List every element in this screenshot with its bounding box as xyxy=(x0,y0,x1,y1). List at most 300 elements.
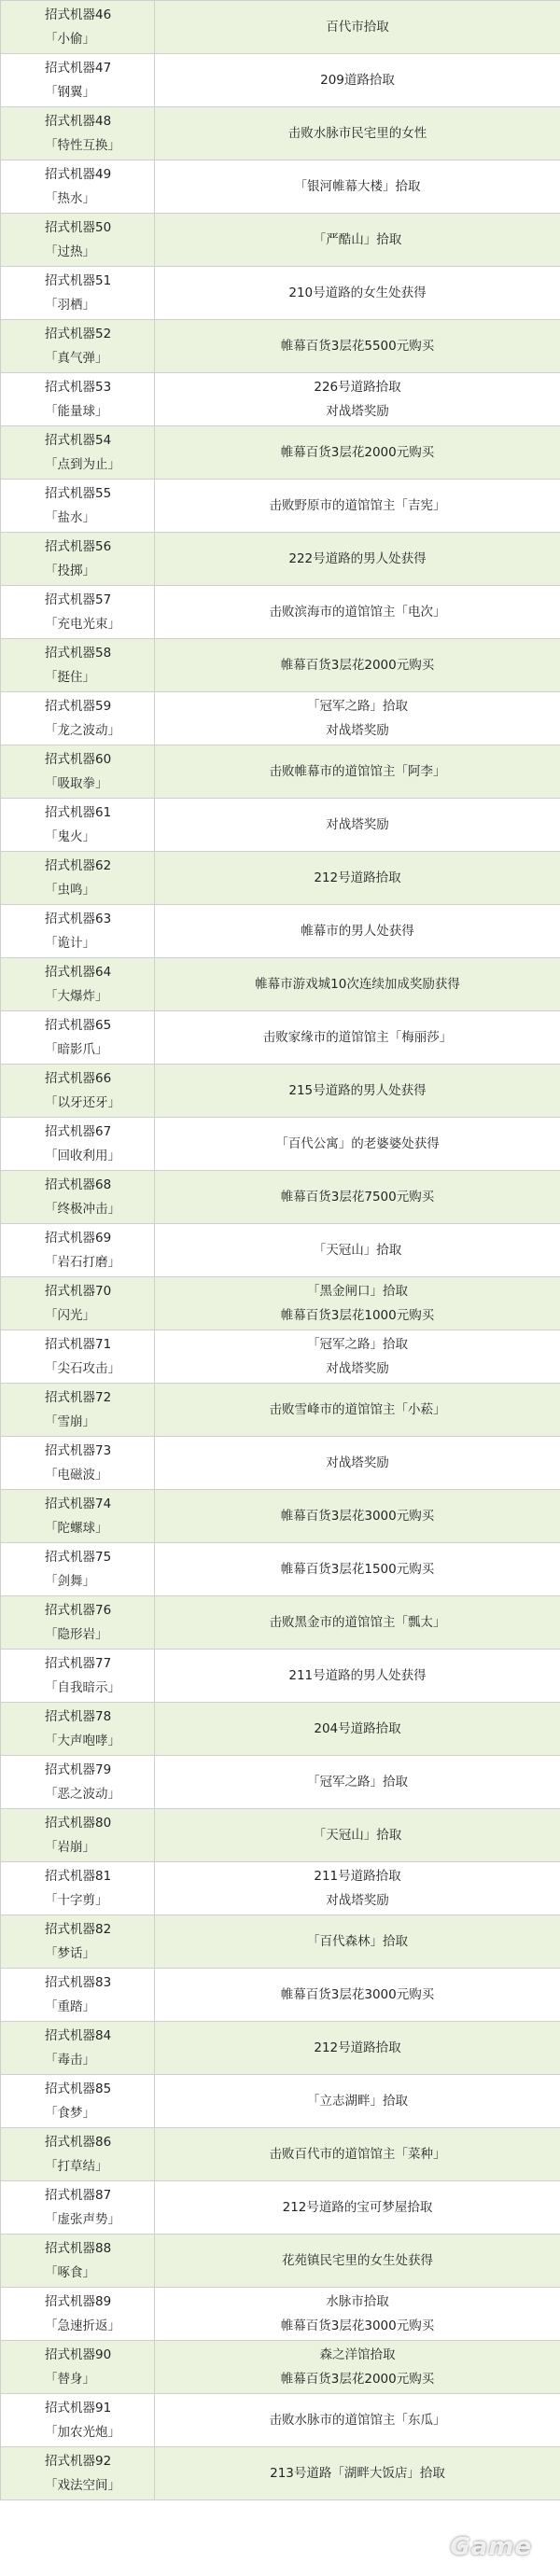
tm-cell xyxy=(1,1224,155,1277)
tm-cell xyxy=(1,1862,155,1915)
acquisition-line: 204号道路拾取 xyxy=(314,1721,401,1736)
acquisition-line: 215号道路的男人处获得 xyxy=(288,1083,427,1098)
move-name: 「虚张声势」 xyxy=(45,2212,120,2227)
acquisition-cell xyxy=(155,1330,560,1384)
move-name: 「食梦」 xyxy=(45,2106,95,2121)
tm-cell xyxy=(1,533,155,586)
table-row xyxy=(1,214,560,267)
acquisition-line: 水脉市拾取 xyxy=(326,2294,389,2309)
acquisition-cell xyxy=(155,1,560,54)
tm-number: 招式机器85 xyxy=(45,2082,112,2096)
acquisition-line: 帷幕百货3层花3000元购买 xyxy=(280,1509,435,1524)
table-row xyxy=(1,1703,560,1756)
acquisition-method xyxy=(155,15,560,39)
move-name: 「挺住」 xyxy=(45,670,95,685)
tm-cell xyxy=(1,214,155,267)
acquisition-line: 222号道路的男人处获得 xyxy=(288,551,427,566)
move-name: 「过热」 xyxy=(45,244,95,259)
tm-cell xyxy=(1,2341,155,2394)
acquisition-line: 「天冠山」拾取 xyxy=(313,1243,402,1258)
acquisition-cell xyxy=(155,320,560,373)
tm-number: 招式机器65 xyxy=(45,1018,112,1033)
acquisition-cell xyxy=(155,54,560,107)
table-row xyxy=(1,2181,560,2235)
acquisition-line: 花苑镇民宅里的女生处获得 xyxy=(282,2253,433,2268)
acquisition-line: 击败黑金市的道馆馆主「瓢太」 xyxy=(269,1615,446,1630)
table-row xyxy=(1,2394,560,2447)
move-name: 「真气弹」 xyxy=(45,351,108,366)
move-name: 「回收利用」 xyxy=(45,1149,120,1163)
acquisition-cell xyxy=(155,1384,560,1437)
move-name: 「电磁波」 xyxy=(45,1468,108,1483)
acquisition-cell xyxy=(155,639,560,692)
acquisition-line: 帷幕百货3层花1000元购买 xyxy=(280,1308,435,1323)
acquisition-line: 211号道路拾取 xyxy=(314,1869,401,1884)
acquisition-line: 森之洋馆拾取 xyxy=(319,2347,396,2362)
tm-number: 招式机器90 xyxy=(45,2347,112,2362)
tm-number: 招式机器66 xyxy=(45,1071,112,1086)
table-row xyxy=(1,745,560,799)
tm-number: 招式机器54 xyxy=(45,433,112,448)
acquisition-method xyxy=(155,1332,560,1381)
acquisition-cell xyxy=(155,2128,560,2181)
move-name: 「投掷」 xyxy=(45,564,95,578)
acquisition-method xyxy=(155,2089,560,2113)
acquisition-cell xyxy=(155,1277,560,1330)
acquisition-cell xyxy=(155,1437,560,1490)
tm-number: 招式机器53 xyxy=(45,380,112,395)
acquisition-line: 213号道路「湖畔大饭店」拾取 xyxy=(270,2466,445,2481)
acquisition-method xyxy=(155,1025,560,1050)
tm-number: 招式机器87 xyxy=(45,2188,112,2203)
tm-cell xyxy=(1,267,155,320)
acquisition-line: 「百代公寓」的老婆婆处获得 xyxy=(275,1136,440,1151)
acquisition-line: 对战塔奖励 xyxy=(326,1893,389,1908)
acquisition-line: 「百代森林」拾取 xyxy=(307,1934,408,1949)
acquisition-cell xyxy=(155,267,560,320)
tm-number: 招式机器88 xyxy=(45,2241,112,2256)
tm-cell xyxy=(1,586,155,639)
acquisition-method xyxy=(155,1079,560,1103)
table-row xyxy=(1,2447,560,2500)
table-row xyxy=(1,1596,560,1650)
tm-number: 招式机器79 xyxy=(45,1762,112,1777)
acquisition-cell xyxy=(155,1703,560,1756)
move-name: 「恶之波动」 xyxy=(45,1787,120,1802)
tm-cell xyxy=(1,1277,155,1330)
table-row xyxy=(1,1171,560,1224)
tm-cell xyxy=(1,2288,155,2341)
acquisition-method xyxy=(155,1770,560,1794)
move-name: 「点到为止」 xyxy=(45,457,120,472)
move-name: 「梦话」 xyxy=(45,1946,95,1961)
tm-number: 招式机器76 xyxy=(45,1603,112,1618)
acquisition-line: 击败野原市的道馆馆主「吉宪」 xyxy=(269,498,446,513)
acquisition-cell xyxy=(155,1118,560,1171)
tm-cell xyxy=(1,2128,155,2181)
tm-cell xyxy=(1,1171,155,1224)
acquisition-cell xyxy=(155,1543,560,1596)
acquisition-line: 「冠军之路」拾取 xyxy=(307,699,408,714)
tm-number: 招式机器92 xyxy=(45,2454,112,2469)
table-row xyxy=(1,2022,560,2075)
acquisition-method xyxy=(155,2290,560,2338)
acquisition-method xyxy=(155,1504,560,1528)
acquisition-cell xyxy=(155,1756,560,1809)
table-row xyxy=(1,1862,560,1915)
tm-number: 招式机器73 xyxy=(45,1443,112,1458)
move-name: 「能量球」 xyxy=(45,404,108,419)
tm-number: 招式机器49 xyxy=(45,167,112,182)
tm-cell xyxy=(1,852,155,905)
acquisition-method xyxy=(155,866,560,890)
move-name: 「毒击」 xyxy=(45,2053,95,2068)
acquisition-cell xyxy=(155,745,560,799)
acquisition-cell xyxy=(155,426,560,480)
move-name: 「啄食」 xyxy=(45,2265,95,2280)
acquisition-line: 帷幕百货3层花2000元购买 xyxy=(280,445,435,460)
tm-number: 招式机器84 xyxy=(45,2028,112,2043)
table-row xyxy=(1,320,560,373)
tm-number: 招式机器81 xyxy=(45,1869,112,1884)
acquisition-cell xyxy=(155,373,560,426)
table-row xyxy=(1,54,560,107)
table-row xyxy=(1,1224,560,1277)
acquisition-line: 210号道路的女生处获得 xyxy=(288,285,427,300)
move-name: 「尖石攻击」 xyxy=(45,1361,120,1376)
move-name: 「热水」 xyxy=(45,191,95,206)
move-name: 「大爆炸」 xyxy=(45,989,108,1004)
tm-number: 招式机器62 xyxy=(45,858,112,873)
move-name: 「吸取拳」 xyxy=(45,776,108,791)
table-row xyxy=(1,2341,560,2394)
acquisition-cell xyxy=(155,692,560,745)
acquisition-method xyxy=(155,334,560,358)
tm-number: 招式机器72 xyxy=(45,1390,112,1405)
acquisition-method xyxy=(155,1823,560,1847)
acquisition-method xyxy=(155,228,560,252)
tm-number: 招式机器63 xyxy=(45,912,112,926)
table-row xyxy=(1,1277,560,1330)
acquisition-method xyxy=(155,1557,560,1581)
tm-number: 招式机器83 xyxy=(45,1975,112,1990)
table-row xyxy=(1,426,560,480)
move-name: 「充电光束」 xyxy=(45,617,120,632)
acquisition-line: 「立志湖畔」拾取 xyxy=(307,2094,408,2109)
move-name: 「大声咆哮」 xyxy=(45,1734,120,1748)
acquisition-cell xyxy=(155,1011,560,1065)
tm-number: 招式机器68 xyxy=(45,1177,112,1192)
acquisition-line: 帷幕百货3层花3000元购买 xyxy=(280,2318,435,2333)
acquisition-line: 「冠军之路」拾取 xyxy=(307,1337,408,1352)
tm-number: 招式机器64 xyxy=(45,965,112,980)
move-name: 「暗影爪」 xyxy=(45,1042,108,1057)
tm-cell xyxy=(1,1650,155,1703)
tm-cell xyxy=(1,1809,155,1862)
acquisition-cell xyxy=(155,2181,560,2235)
tm-cell xyxy=(1,1596,155,1650)
acquisition-line: 212号道路的宝可梦屋拾取 xyxy=(282,2200,433,2215)
tm-number: 招式机器71 xyxy=(45,1337,112,1352)
move-name: 「闪光」 xyxy=(45,1308,95,1323)
acquisition-line: 对战塔奖励 xyxy=(326,723,389,738)
acquisition-method xyxy=(155,694,560,743)
table-row xyxy=(1,1650,560,1703)
tm-cell xyxy=(1,54,155,107)
acquisition-cell xyxy=(155,160,560,214)
acquisition-method xyxy=(155,68,560,92)
tm-number: 招式机器50 xyxy=(45,220,112,235)
table-row xyxy=(1,1490,560,1543)
acquisition-line: 226号道路拾取 xyxy=(314,380,401,395)
acquisition-cell xyxy=(155,2022,560,2075)
acquisition-cell xyxy=(155,586,560,639)
table-row xyxy=(1,160,560,214)
tm-cell xyxy=(1,692,155,745)
acquisition-cell xyxy=(155,2394,560,2447)
acquisition-cell xyxy=(155,2235,560,2288)
table-row xyxy=(1,1330,560,1384)
tm-number: 招式机器74 xyxy=(45,1497,112,1511)
move-name: 「特性互换」 xyxy=(45,138,120,153)
tm-cell xyxy=(1,1437,155,1490)
acquisition-method xyxy=(155,121,560,146)
acquisition-cell xyxy=(155,480,560,533)
acquisition-method xyxy=(155,2142,560,2166)
table-row xyxy=(1,1969,560,2022)
tm-number: 招式机器48 xyxy=(45,114,112,129)
tm-number: 招式机器77 xyxy=(45,1656,112,1671)
tm-cell xyxy=(1,1969,155,2022)
table-row xyxy=(1,2128,560,2181)
table-row xyxy=(1,107,560,160)
move-name: 「龙之波动」 xyxy=(45,723,120,738)
acquisition-line: 对战塔奖励 xyxy=(326,1361,389,1376)
tm-cell xyxy=(1,1490,155,1543)
acquisition-cell xyxy=(155,107,560,160)
tm-cell xyxy=(1,2075,155,2128)
acquisition-method xyxy=(155,1238,560,1262)
acquisition-method xyxy=(155,2461,560,2485)
move-name: 「岩石打磨」 xyxy=(45,1255,120,1270)
table-row xyxy=(1,1543,560,1596)
table-row xyxy=(1,480,560,533)
tm-number: 招式机器70 xyxy=(45,1284,112,1299)
tm-cell xyxy=(1,958,155,1011)
acquisition-line: 「天冠山」拾取 xyxy=(313,1828,402,1843)
tm-cell xyxy=(1,639,155,692)
table-row xyxy=(1,586,560,639)
acquisition-method xyxy=(155,1664,560,1688)
acquisition-method xyxy=(155,919,560,943)
move-name: 「雪崩」 xyxy=(45,1414,95,1429)
acquisition-line: 帷幕市的男人处获得 xyxy=(301,924,414,939)
table-row xyxy=(1,1011,560,1065)
acquisition-cell xyxy=(155,2075,560,2128)
tm-cell xyxy=(1,1756,155,1809)
tm-number: 招式机器78 xyxy=(45,1709,112,1724)
table-row xyxy=(1,799,560,852)
move-name: 「诡计」 xyxy=(45,936,95,951)
move-name: 「小偷」 xyxy=(45,32,95,47)
table-row xyxy=(1,533,560,586)
acquisition-cell xyxy=(155,852,560,905)
acquisition-method xyxy=(155,440,560,465)
table-row xyxy=(1,1756,560,1809)
acquisition-line: 击败家缘市的道馆馆主「梅丽莎」 xyxy=(262,1030,453,1045)
acquisition-line: 209道路拾取 xyxy=(320,73,395,88)
table-row xyxy=(1,692,560,745)
acquisition-line: 帷幕市游戏城10次连续加成奖励获得 xyxy=(255,977,460,992)
tm-number: 招式机器57 xyxy=(45,592,112,607)
tm-number: 招式机器75 xyxy=(45,1550,112,1565)
acquisition-line: 击败帷幕市的道馆馆主「阿李」 xyxy=(269,764,446,779)
acquisition-line: 帷幕百货3层花2000元购买 xyxy=(280,2372,435,2387)
move-name: 「以牙还牙」 xyxy=(45,1095,120,1110)
move-name: 「十字剪」 xyxy=(45,1893,108,1908)
tm-cell xyxy=(1,107,155,160)
acquisition-cell xyxy=(155,1171,560,1224)
table-row xyxy=(1,2288,560,2341)
tm-cell xyxy=(1,2235,155,2288)
acquisition-cell xyxy=(155,905,560,958)
move-name: 「钢翼」 xyxy=(45,85,95,100)
acquisition-method xyxy=(155,2195,560,2220)
tm-cell xyxy=(1,905,155,958)
acquisition-method xyxy=(155,281,560,305)
table-row xyxy=(1,2235,560,2288)
acquisition-line: 212号道路拾取 xyxy=(314,2040,401,2055)
tm-number: 招式机器67 xyxy=(45,1124,112,1139)
tm-cell xyxy=(1,1703,155,1756)
acquisition-cell xyxy=(155,1065,560,1118)
acquisition-line: 击败滨海市的道馆馆主「电次」 xyxy=(269,605,446,620)
table-row xyxy=(1,1915,560,1969)
acquisition-method xyxy=(155,1398,560,1422)
acquisition-method xyxy=(155,547,560,571)
tm-number: 招式机器69 xyxy=(45,1231,112,1246)
site-watermark: Game xyxy=(450,2533,532,2561)
tm-number: 招式机器46 xyxy=(45,7,112,22)
acquisition-method xyxy=(155,1929,560,1954)
acquisition-cell xyxy=(155,1224,560,1277)
acquisition-cell xyxy=(155,1650,560,1703)
move-name: 「急速折返」 xyxy=(45,2318,120,2333)
tm-cell xyxy=(1,799,155,852)
tm-cell xyxy=(1,160,155,214)
acquisition-method xyxy=(155,1610,560,1635)
tm-cell xyxy=(1,2022,155,2075)
tm-cell xyxy=(1,745,155,799)
acquisition-method xyxy=(155,1279,560,1328)
move-name: 「虫鸣」 xyxy=(45,883,95,898)
tm-cell xyxy=(1,480,155,533)
tm-number: 招式机器86 xyxy=(45,2135,112,2150)
acquisition-cell xyxy=(155,2288,560,2341)
tm-number: 招式机器51 xyxy=(45,273,112,288)
acquisition-line: 「黑金闸口」拾取 xyxy=(307,1284,408,1299)
table-row xyxy=(1,958,560,1011)
tm-number: 招式机器56 xyxy=(45,539,112,554)
tm-number: 招式机器89 xyxy=(45,2294,112,2309)
acquisition-cell xyxy=(155,1915,560,1969)
acquisition-method xyxy=(155,2249,560,2273)
move-name: 「自我暗示」 xyxy=(45,1680,120,1695)
tm-cell xyxy=(1,2394,155,2447)
acquisition-method xyxy=(155,494,560,518)
tm-cell xyxy=(1,320,155,373)
table-row xyxy=(1,852,560,905)
acquisition-cell xyxy=(155,2447,560,2500)
table-row xyxy=(1,905,560,958)
acquisition-method xyxy=(155,2408,560,2432)
tm-number: 招式机器52 xyxy=(45,327,112,341)
acquisition-method xyxy=(155,2036,560,2060)
acquisition-line: 对战塔奖励 xyxy=(326,404,389,419)
move-name: 「加农光炮」 xyxy=(45,2425,120,2440)
tm-cell xyxy=(1,1011,155,1065)
acquisition-method xyxy=(155,1717,560,1741)
acquisition-line: 帷幕百货3层花2000元购买 xyxy=(280,658,435,673)
acquisition-line: 「银河帷幕大楼」拾取 xyxy=(294,179,421,194)
acquisition-line: 帷幕百货3层花1500元购买 xyxy=(280,1562,435,1577)
tm-number: 招式机器58 xyxy=(45,646,112,661)
acquisition-cell xyxy=(155,958,560,1011)
acquisition-line: 击败水脉市民宅里的女性 xyxy=(287,126,427,141)
table-row xyxy=(1,639,560,692)
acquisition-cell xyxy=(155,1809,560,1862)
tm-table-body xyxy=(1,1,560,2500)
acquisition-method xyxy=(155,1132,560,1156)
acquisition-line: 211号道路的男人处获得 xyxy=(288,1668,427,1683)
tm-number: 招式机器82 xyxy=(45,1922,112,1937)
acquisition-line: 击败雪峰市的道馆馆主「小菘」 xyxy=(269,1402,446,1417)
tm-number: 招式机器60 xyxy=(45,752,112,767)
move-name: 「盐水」 xyxy=(45,510,95,525)
tm-cell xyxy=(1,1915,155,1969)
tm-cell xyxy=(1,426,155,480)
acquisition-method xyxy=(155,2343,560,2391)
acquisition-method xyxy=(155,972,560,996)
tm-cell xyxy=(1,1,155,54)
move-name: 「羽栖」 xyxy=(45,298,95,313)
move-name: 「戏法空间」 xyxy=(45,2478,120,2493)
tm-cell xyxy=(1,1330,155,1384)
tm-cell xyxy=(1,373,155,426)
move-name: 「岩崩」 xyxy=(45,1840,95,1855)
acquisition-cell xyxy=(155,533,560,586)
tm-cell xyxy=(1,1118,155,1171)
table-row xyxy=(1,1065,560,1118)
acquisition-method xyxy=(155,1983,560,2007)
acquisition-method xyxy=(155,174,560,199)
acquisition-cell xyxy=(155,1969,560,2022)
acquisition-line: 帷幕百货3层花7500元购买 xyxy=(280,1190,435,1204)
move-name: 「鬼火」 xyxy=(45,829,95,844)
acquisition-line: 击败水脉市的道馆馆主「东瓜」 xyxy=(269,2413,446,2428)
acquisition-line: 击败百代市的道馆馆主「菜种」 xyxy=(269,2147,446,2162)
move-name: 「终极冲击」 xyxy=(45,1202,120,1217)
tm-cell xyxy=(1,1543,155,1596)
move-name: 「剑舞」 xyxy=(45,1574,95,1589)
acquisition-cell xyxy=(155,214,560,267)
table-row xyxy=(1,1118,560,1171)
acquisition-line: 212号道路拾取 xyxy=(314,870,401,885)
table-row xyxy=(1,1,560,54)
acquisition-line: 「冠军之路」拾取 xyxy=(307,1775,408,1789)
acquisition-method xyxy=(155,813,560,837)
acquisition-cell xyxy=(155,1490,560,1543)
